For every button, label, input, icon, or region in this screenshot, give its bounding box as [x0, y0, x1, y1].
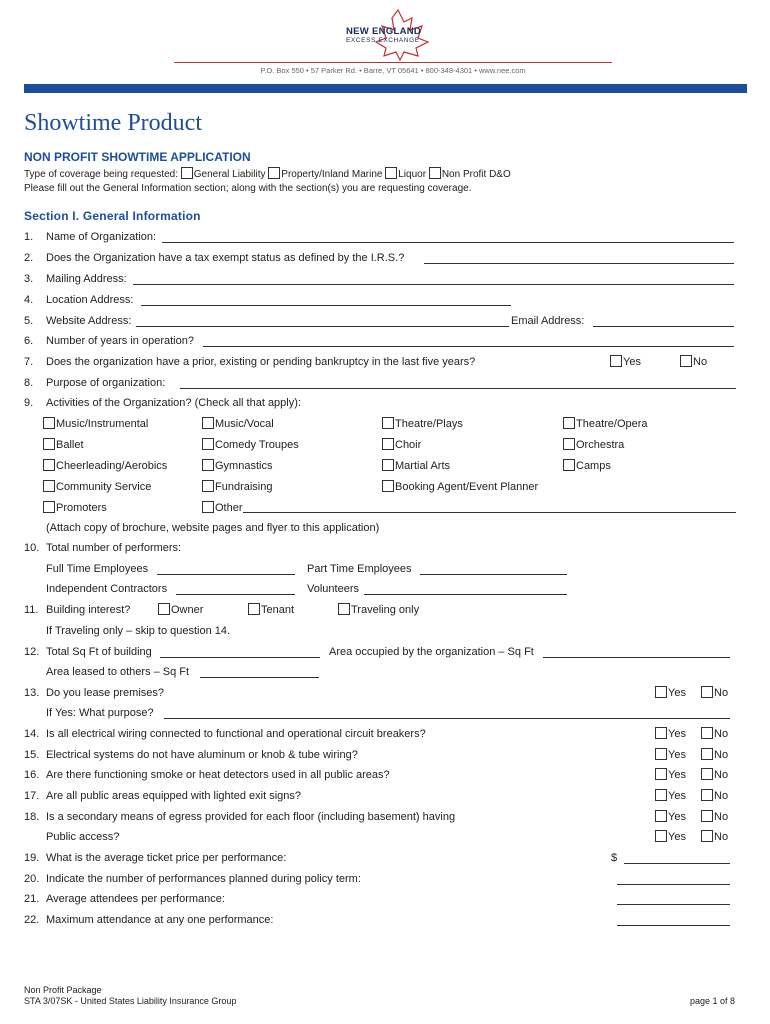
currency-symbol: $	[611, 852, 618, 864]
activity-checkbox[interactable]	[43, 417, 55, 429]
question-number: 9.	[24, 397, 34, 409]
question-number: 17.	[24, 790, 40, 802]
yes-checkbox[interactable]	[655, 727, 667, 739]
question-number: 13.	[24, 687, 40, 699]
no-checkbox[interactable]	[701, 727, 713, 739]
website-field[interactable]	[136, 326, 509, 327]
coverage-option-label: General Liability	[193, 169, 266, 180]
question-label: Do you lease premises?	[46, 687, 165, 699]
no-label: No	[714, 831, 729, 843]
question-label: Electrical systems do not have aluminum or knob & tube wiring?	[46, 749, 358, 761]
header-rule	[174, 62, 612, 63]
activity-checkbox[interactable]	[43, 438, 55, 450]
question-label: Total number of performers:	[46, 542, 182, 554]
yes-checkbox[interactable]	[655, 810, 667, 822]
no-checkbox[interactable]	[701, 810, 713, 822]
coverage-option-label: Non Profit D&O	[441, 169, 511, 180]
activity-label: Cheerleading/Aerobics	[56, 460, 168, 472]
question-number: 5.	[24, 315, 34, 327]
email-field[interactable]	[593, 326, 734, 327]
question-label: Mailing Address:	[46, 273, 127, 285]
activity-label: Theatre/Plays	[395, 418, 463, 430]
question-label: Building interest?	[46, 604, 131, 616]
activity-label: Theatre/Opera	[576, 418, 648, 430]
footer-package: Non Profit Package	[24, 985, 102, 995]
question-number: 1.	[24, 231, 34, 243]
traveling-note: If Traveling only – skip to question 14.	[46, 625, 231, 637]
activity-label: Martial Arts	[395, 460, 451, 472]
full-time-label: Full Time Employees	[46, 563, 149, 575]
yes-checkbox[interactable]	[655, 789, 667, 801]
activity-checkbox[interactable]	[563, 459, 575, 471]
yes-label: Yes	[668, 811, 686, 823]
yes-label: Yes	[668, 769, 686, 781]
question-number: 15.	[24, 749, 40, 761]
question-number: 6.	[24, 335, 34, 347]
no-checkbox[interactable]	[701, 789, 713, 801]
attach-note: (Attach copy of brochure, website pages and flyer to this application)	[46, 522, 380, 534]
max-attendance-field[interactable]	[617, 925, 730, 926]
traveling-label: Traveling only	[351, 604, 420, 616]
logo-text-secondary: EXCESS EXCHANGE	[346, 37, 420, 44]
yes-checkbox[interactable]	[655, 830, 667, 842]
part-time-field[interactable]	[420, 574, 567, 575]
yes-checkbox[interactable]	[655, 768, 667, 780]
question-label: Maximum attendance at any one performance:	[46, 914, 274, 926]
question-number: 2.	[24, 252, 34, 264]
form-subtitle: NON PROFIT SHOWTIME APPLICATION	[24, 150, 251, 164]
part-time-label: Part Time Employees	[307, 563, 412, 575]
question-number: 4.	[24, 294, 34, 306]
coverage-liquor-checkbox[interactable]	[385, 167, 397, 179]
logo-text-primary: NEW ENGLAND	[346, 26, 422, 37]
tenant-label: Tenant	[261, 604, 295, 616]
no-label: No	[714, 687, 729, 699]
yes-label: Yes	[668, 749, 686, 761]
total-sqft-field[interactable]	[160, 657, 320, 658]
activity-checkbox[interactable]	[202, 417, 214, 429]
activity-label: Comedy Troupes	[215, 439, 299, 451]
coverage-property-checkbox[interactable]	[268, 167, 280, 179]
volunteers-field[interactable]	[364, 594, 567, 595]
yes-checkbox[interactable]	[655, 686, 667, 698]
activity-checkbox[interactable]	[563, 438, 575, 450]
contractors-label: Independent Contractors	[46, 583, 168, 595]
question-label: What is the average ticket price per performance:	[46, 852, 287, 864]
no-label: No	[714, 769, 729, 781]
no-checkbox[interactable]	[701, 830, 713, 842]
occupied-label: Area occupied by the organization – Sq Ft	[329, 646, 534, 658]
activity-checkbox[interactable]	[202, 459, 214, 471]
activity-checkbox[interactable]	[43, 480, 55, 492]
question-number: 22.	[24, 914, 40, 926]
question-number: 12.	[24, 646, 40, 658]
question-label: Purpose of organization:	[46, 377, 166, 389]
activity-label: Music/Instrumental	[56, 418, 149, 430]
full-time-field[interactable]	[157, 574, 295, 575]
question-label-cont: Public access?	[46, 831, 120, 843]
question-number: 8.	[24, 377, 34, 389]
header-bar	[24, 84, 747, 93]
activity-checkbox[interactable]	[563, 417, 575, 429]
activity-checkbox[interactable]	[202, 480, 214, 492]
activity-label: Ballet	[56, 439, 84, 451]
email-label: Email Address:	[511, 315, 585, 327]
coverage-general-liability-checkbox[interactable]	[181, 167, 193, 179]
no-checkbox[interactable]	[701, 686, 713, 698]
purpose-label: If Yes: What purpose?	[46, 707, 154, 719]
bankruptcy-yes-checkbox[interactable]	[610, 355, 622, 367]
no-label: No	[714, 790, 729, 802]
question-number: 10.	[24, 542, 40, 554]
no-checkbox[interactable]	[701, 748, 713, 760]
coverage-option-label: Liquor	[398, 169, 427, 180]
question-label: Website Address:	[46, 315, 132, 327]
question-label: Total Sq Ft of building	[46, 646, 152, 658]
avg-attendees-field[interactable]	[617, 904, 730, 905]
question-label: Location Address:	[46, 294, 134, 306]
contractors-field[interactable]	[176, 594, 295, 595]
other-activity-field[interactable]	[243, 512, 736, 513]
question-number: 11.	[24, 604, 39, 616]
performances-field[interactable]	[617, 884, 730, 885]
no-label: No	[693, 356, 708, 368]
question-number: 19.	[24, 852, 40, 864]
company-address: P.O. Box 550 • 57 Parker Rd. • Barre, VT 05641 • 800-348-4301 • www.nee.com	[260, 66, 526, 75]
question-label: Does the organization have a prior, existing or pending bankruptcy in the last five years?	[46, 356, 476, 368]
activity-label: Music/Vocal	[215, 418, 274, 430]
owner-checkbox[interactable]	[158, 603, 170, 615]
coverage-row	[24, 167, 511, 181]
activity-checkbox[interactable]	[382, 480, 394, 492]
footer-form-id: STA 3/07SK - United States Liability Insurance Group	[24, 996, 237, 1006]
no-checkbox[interactable]	[701, 768, 713, 780]
activity-label: Fundraising	[215, 481, 273, 493]
mailing-address-field[interactable]	[133, 284, 734, 285]
activity-label: Promoters	[56, 502, 107, 514]
activity-checkbox[interactable]	[43, 459, 55, 471]
activity-checkbox[interactable]	[382, 459, 394, 471]
org-name-field[interactable]	[162, 242, 734, 243]
page-title: Showtime Product	[24, 110, 202, 136]
traveling-checkbox[interactable]	[338, 603, 350, 615]
yes-label: Yes	[623, 356, 641, 368]
section-title: Section I. General Information	[24, 209, 201, 223]
activity-label: Choir	[395, 439, 422, 451]
activity-label: Community Service	[56, 481, 152, 493]
yes-label: Yes	[668, 790, 686, 802]
bankruptcy-no-checkbox[interactable]	[680, 355, 692, 367]
purpose-field[interactable]	[180, 388, 736, 389]
activity-label: Orchestra	[576, 439, 625, 451]
question-label: Activities of the Organization? (Check all that apply):	[46, 397, 301, 409]
occupied-sqft-field[interactable]	[543, 657, 730, 658]
question-label: Are all public areas equipped with lighted exit signs?	[46, 790, 301, 802]
location-address-field[interactable]	[141, 305, 511, 306]
activity-label: Booking Agent/Event Planner	[395, 481, 539, 493]
question-label: Are there functioning smoke or heat detectors used in all public areas?	[46, 769, 390, 781]
page-number: page 1 of 8	[690, 996, 736, 1006]
years-in-operation-field[interactable]	[203, 346, 734, 347]
yes-label: Yes	[668, 831, 686, 843]
question-number: 20.	[24, 873, 40, 885]
question-label: Average attendees per performance:	[46, 893, 225, 905]
tax-exempt-field[interactable]	[424, 263, 734, 264]
activity-label: Gymnastics	[215, 460, 273, 472]
volunteers-label: Volunteers	[307, 583, 359, 595]
question-label: Is all electrical wiring connected to functional and operational circuit breakers?	[46, 728, 426, 740]
no-label: No	[714, 728, 729, 740]
coverage-option-label: Property/Inland Marine	[281, 169, 383, 180]
question-number: 16.	[24, 769, 40, 781]
question-number: 14.	[24, 728, 40, 740]
ticket-price-field[interactable]	[624, 863, 730, 864]
leased-sqft-field[interactable]	[200, 677, 319, 678]
activity-label: Other	[215, 502, 243, 514]
coverage-label: Type of coverage being requested:	[24, 169, 178, 180]
question-number: 21.	[24, 893, 40, 905]
no-label: No	[714, 811, 729, 823]
activity-checkbox[interactable]	[202, 438, 214, 450]
activity-checkbox[interactable]	[202, 501, 214, 513]
yes-label: Yes	[668, 728, 686, 740]
owner-label: Owner	[171, 604, 204, 616]
question-number: 3.	[24, 273, 34, 285]
activity-checkbox[interactable]	[382, 417, 394, 429]
activity-checkbox[interactable]	[382, 438, 394, 450]
activity-checkbox[interactable]	[43, 501, 55, 513]
leased-label: Area leased to others – Sq Ft	[46, 666, 190, 678]
question-label: Number of years in operation?	[46, 335, 194, 347]
yes-checkbox[interactable]	[655, 748, 667, 760]
question-label: Name of Organization:	[46, 231, 157, 243]
no-label: No	[714, 749, 729, 761]
instructions: Please fill out the General Information section; along with the section(s) you are requesting coverage.	[24, 183, 472, 194]
question-label: Indicate the number of performances planned during policy term:	[46, 873, 361, 885]
question-number: 18.	[24, 811, 40, 823]
coverage-dno-checkbox[interactable]	[429, 167, 441, 179]
company-logo	[336, 6, 442, 62]
question-label: Does the Organization have a tax exempt status as defined by the I.R.S.?	[46, 252, 405, 264]
question-number: 7.	[24, 356, 34, 368]
lease-purpose-field[interactable]	[164, 718, 730, 719]
tenant-checkbox[interactable]	[248, 603, 260, 615]
yes-label: Yes	[668, 687, 686, 699]
activity-label: Camps	[576, 460, 611, 472]
question-label: Is a secondary means of egress provided for each floor (including basement) having	[46, 811, 456, 823]
